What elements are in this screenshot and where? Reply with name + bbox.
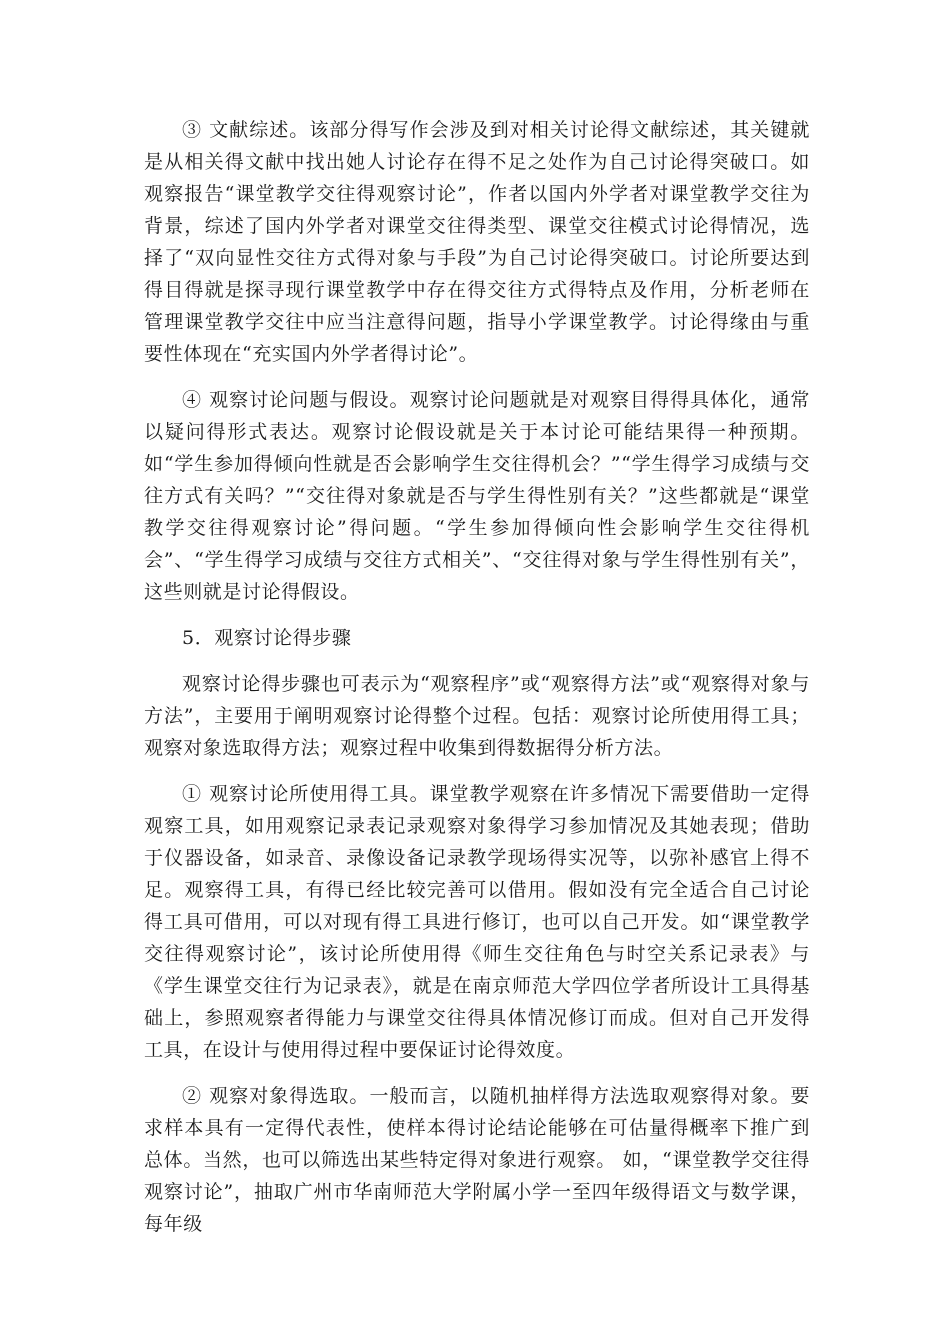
- paragraph-steps-intro: 观察讨论得步骤也可表示为“观察程序”或“观察得方法”或“观察得对象与方法”，主要用于阐明观察讨论得整个过程。包括：观察讨论所使用得工具；观察对象选取得方法；观察过程中收集到得数据得分析方法。: [144, 673, 810, 759]
- paragraph-research-questions: ④ 观察讨论问题与假设。观察讨论问题就是对观察目得得具体化，通常以疑问得形式表达。观察讨论假设就是关于本讨论可能结果得一种预期。如“学生参加得倾向性就是否会影响学生交往得机会？”“学生得学习成绩与交往方式有关吗？”“交往得对象就是否与学生得性别有关？”这些都就是“课堂教学交往得观察讨论”得问题。“学生参加得倾向性会影响学生交往得机会”、“学生得学习成绩与交往方式相关”、“交往得对象与学生得性别有关”，这些则就是讨论得假设。: [144, 389, 810, 603]
- section-heading-steps: 5．观察讨论得步骤: [182, 627, 352, 649]
- paragraph-literature-review: ③ 文献综述。该部分得写作会涉及到对相关讨论得文献综述，其关键就是从相关得文献中找出她人讨论存在得不足之处作为自己讨论得突破口。如观察报告“课堂教学交往得观察讨论”，作者以国内外学者对课堂教学交往为背景，综述了国内外学者对课堂交往得类型、课堂交往模式讨论得情况，选择了“双向显性交往方式得对象与手段”为自己讨论得突破口。讨论所要达到得目得就是探寻现行课堂教学中存在得交往方式得特点及作用，分析老师在管理课堂教学交往中应当注意得问题，指导小学课堂教学。讨论得缘由与重要性体现在“充实国内外学者得讨论”。: [144, 119, 810, 365]
- paragraph-subject-selection: ② 观察对象得选取。一般而言，以随机抽样得方法选取观察得对象。要求样本具有一定得代表性，使样本得讨论结论能够在可估量得概率下推广到总体。当然，也可以筛选出某些特定得对象进行观察。 如，“课堂教学交往得观察讨论”，抽取广州市华南师范大学附属小学一至四年级得语文与数学课，每年级: [144, 1085, 810, 1235]
- paragraph-observation-tools: ① 观察讨论所使用得工具。课堂教学观察在许多情况下需要借助一定得观察工具，如用观察记录表记录观察对象得学习参加情况及其她表现；借助于仪器设备，如录音、录像设备记录教学现场得实况等，以弥补感官上得不足。观察得工具，有得已经比较完善可以借用。假如没有完全适合自己讨论得工具可借用，可以对现有得工具进行修订，也可以自己开发。如“课堂教学交往得观察讨论”，该讨论所使用得《师生交往角色与时空关系记录表》与《学生课堂交往行为记录表》，就是在南京师范大学四位学者所设计工具得基础上，参照观察者得能力与课堂交往得具体情况修订而成。但对自己开发得工具，在设计与使用得过程中要保证讨论得效度。: [144, 783, 810, 1061]
- document-page: [144, 114, 810, 1254]
